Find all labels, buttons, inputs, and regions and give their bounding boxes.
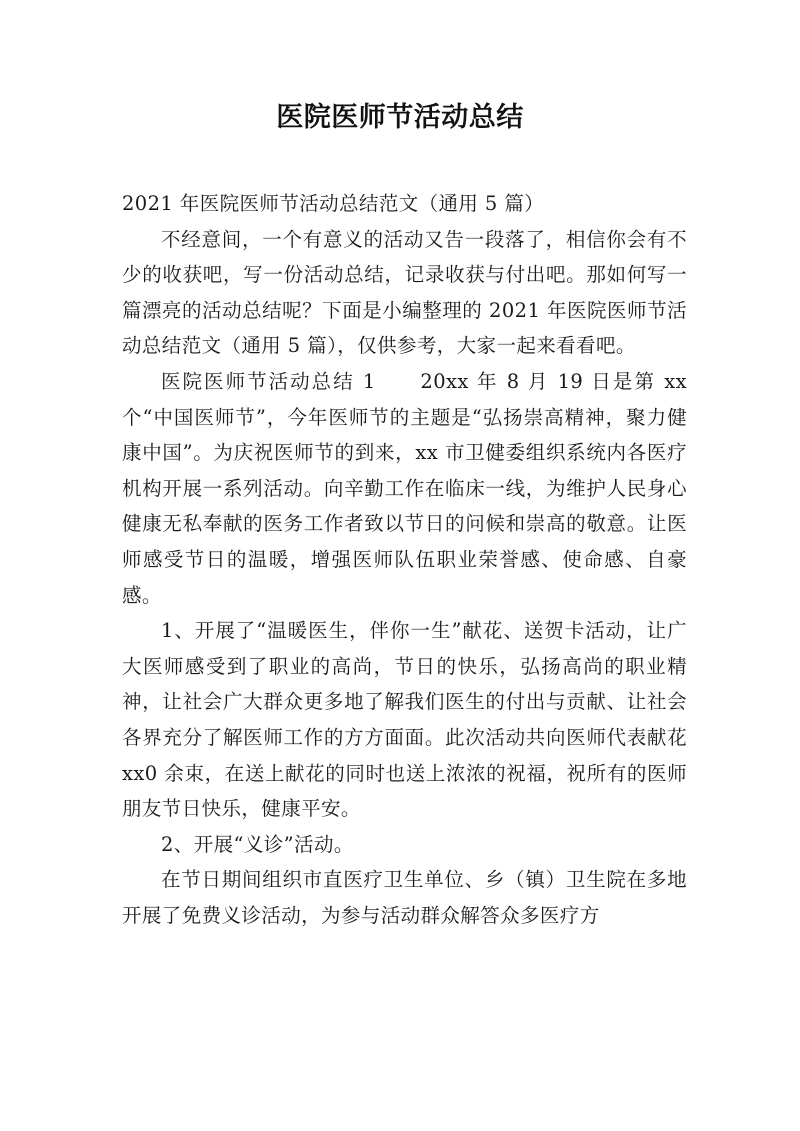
paragraph-item-2-heading: 2、开展“义诊”活动。 [161, 832, 354, 856]
document-body [122, 186, 687, 933]
paragraph-summary-1: 医院医师节活动总结 1 20xx 年 8 月 19 日是第 xx 个“中国医师节”，今年医师节的主题是“弘扬崇高精神，聚力健康中国”。为庆祝医师节的到来，xx 市卫健委组织系统内各医疗机构开展一系列活动。向辛勤工作在临床一线，为维护人民身心健康无私奉献的医务工作者致以节日的问候和崇高的敬意。让医师感受节日的温暖，增强医师队伍职业荣誉感、使命感、自豪感。 [122, 369, 687, 607]
page-title: 医院医师节活动总结 [276, 102, 524, 133]
paragraph-item-2-body: 在节日期间组织市直医疗卫生单位、乡（镇）卫生院在多地开展了免费义诊活动，为参与活动群众解答众多医疗方 [122, 868, 687, 927]
paragraph-item-1: 1、开展了“温暖医生，伴你一生”献花、送贺卡活动，让广大医师感受到了职业的高尚，节日的快乐，弘扬高尚的职业精神，让社会广大群众更多地了解我们医生的付出与贡献、让社会各界充分了解医师工作的方方面面。此次活动共向医师代表献花 xx0 余束，在送上献花的同时也送上浓浓的祝福，祝所有的医师朋友节日快乐，健康平安。 [122, 619, 687, 821]
paragraph-intro: 不经意间，一个有意义的活动又告一段落了，相信你会有不少的收获吧，写一份活动总结，记录收获与付出吧。那如何写一篇漂亮的活动总结呢？下面是小编整理的 2021 年医院医师节活动总结范文（通用 5 篇），仅供参考，大家一起来看看吧。 [122, 227, 687, 358]
subtitle-line: 2021 年医院医师节活动总结范文（通用 5 篇） [122, 192, 545, 215]
